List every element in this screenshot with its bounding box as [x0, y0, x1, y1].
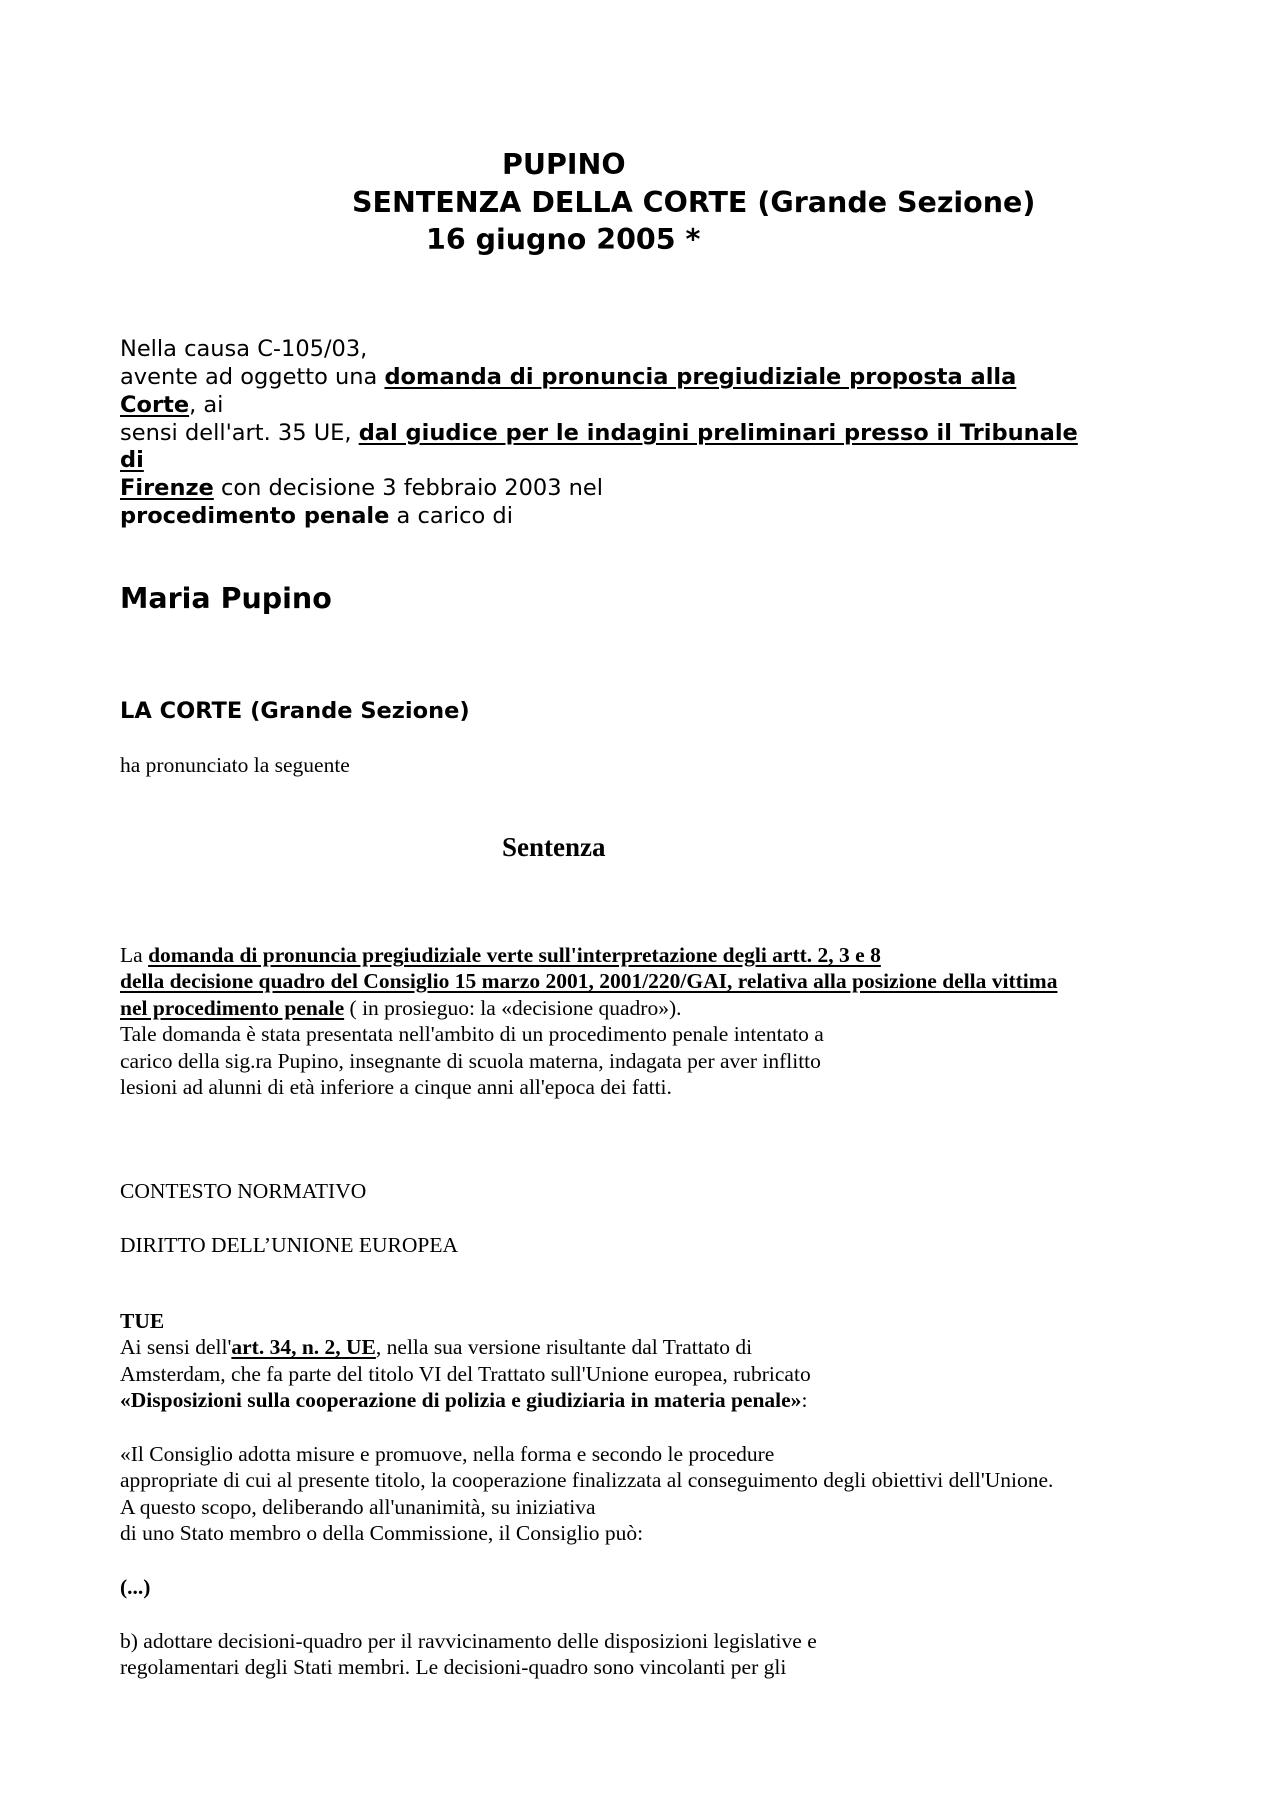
tue-link-art34: art. 34, n. 2, UE — [231, 1335, 376, 1359]
quote-ellipsis: (...) — [120, 1575, 151, 1599]
tue-line-2: Amsterdam, che fa parte del titolo VI del Trattato sull'Unione europea, rubricato — [120, 1362, 811, 1386]
judgment-date: 16 giugno 2005 * — [426, 223, 701, 256]
quote-b-line-2: regolamentari degli Stati membri. Le decisioni-quadro sono vincolanti per gli — [120, 1655, 787, 1679]
para1-line-5: carico della sig.ra Pupino, insegnante di scuola materna, indagata per aver inflitto — [120, 1049, 821, 1073]
intro-line-2: avente ad oggetto una domanda di pronuncia pregiudiziale proposta alla — [120, 364, 1017, 390]
intro-link-corte: Corte — [120, 392, 190, 418]
pronounced-text: ha pronunciato la seguente — [120, 753, 350, 777]
case-name-title: PUPINO — [502, 148, 626, 181]
judgment-title: Sentenza — [502, 832, 606, 862]
court-heading: LA CORTE (Grande Sezione) — [120, 698, 470, 724]
intro-line-6: Firenze con decisione 3 febbraio 2003 nel — [120, 475, 604, 501]
quote-line-3: A questo scopo, deliberando all'unanimità, su iniziativa — [120, 1495, 596, 1519]
para1-line-3: nel procedimento penale ( in prosieguo: la «decisione quadro»). — [120, 996, 682, 1020]
intro-link-firenze: Firenze — [120, 475, 214, 501]
para1-line-1: La domanda di pronuncia pregiudiziale verte sull'interpretazione degli artt. 2, 3 e 8 — [120, 943, 881, 967]
quote-b-line-1: b) adottare decisioni-quadro per il ravvicinamento delle disposizioni legislative e — [120, 1629, 817, 1653]
intro-link-domanda: domanda di pronuncia pregiudiziale proposta alla — [384, 364, 1017, 390]
para1-link-domanda: domanda di pronuncia pregiudiziale verte sull'interpretazione degli artt. 2, 3 e 8 — [148, 943, 881, 967]
quote-line-4: di uno Stato membro o della Commissione, il Consiglio può: — [120, 1521, 644, 1545]
intro-line-4: sensi dell'art. 35 UE, dal giudice per le indagini preliminari presso il Tribunale — [120, 420, 1078, 446]
para1-line-4: Tale domanda è stata presentata nell'ambito di un procedimento penale intentato a — [120, 1022, 824, 1046]
para1-line-2: della decisione quadro del Consiglio 15 marzo 2001, 2001/220/GAI, relativa alla posizione della vittima — [120, 969, 1058, 993]
party-name: Maria Pupino — [120, 582, 332, 615]
tue-heading: TUE — [120, 1309, 165, 1333]
judgment-court-title: SENTENZA DELLA CORTE (Grande Sezione) — [352, 186, 1036, 219]
subsection-heading: DIRITTO DELL’UNIONE EUROPEA — [120, 1233, 458, 1257]
intro-procedimento-penale: procedimento penale — [120, 503, 390, 529]
quote-line-1: «Il Consiglio adotta misure e promuove, nella forma e secondo le procedure — [120, 1442, 775, 1466]
section-heading: CONTESTO NORMATIVO — [120, 1179, 367, 1203]
tue-line-1: Ai sensi dell'art. 34, n. 2, UE, nella sua versione risultante dal Trattato di — [120, 1335, 753, 1359]
intro-line-1: Nella causa C-105/03, — [120, 336, 368, 362]
intro-line-7: procedimento penale a carico di — [120, 503, 513, 529]
para1-link-procedimento: nel procedimento penale — [120, 996, 345, 1020]
quote-line-2: appropriate di cui al presente titolo, la cooperazione finalizzata al conseguimento degli obiettivi dell'Unione. — [120, 1468, 1054, 1492]
intro-line-5: di — [120, 447, 144, 473]
para1-line-6: lesioni ad alunni di età inferiore a cinque anni all'epoca dei fatti. — [120, 1075, 672, 1099]
intro-link-giudice: dal giudice per le indagini preliminari presso il Tribunale — [358, 420, 1078, 446]
intro-line-3: Corte, ai — [120, 392, 224, 418]
tue-line-3: «Disposizioni sulla cooperazione di polizia e giudiziaria in materia penale»: — [120, 1388, 808, 1412]
